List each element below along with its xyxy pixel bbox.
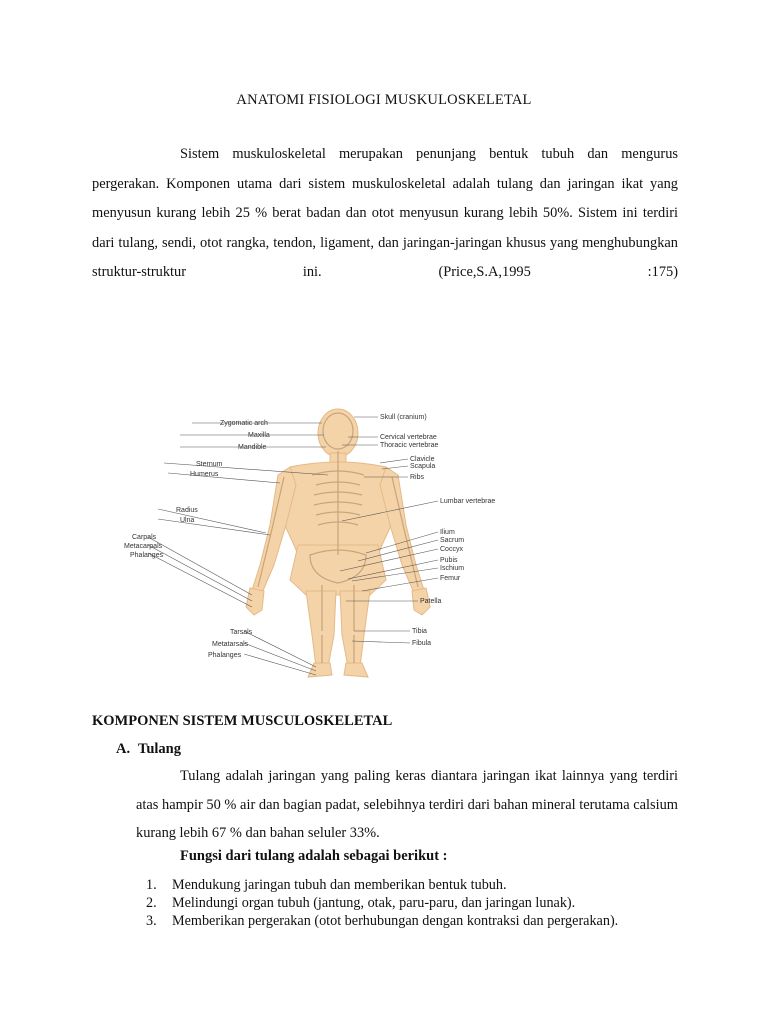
skeleton-figure — [120, 405, 550, 680]
label-sacrum: Sacrum — [440, 537, 465, 544]
label-coccyx: Coccyx — [440, 546, 463, 553]
list-number: 2. — [146, 895, 157, 911]
skeleton-illustration — [120, 405, 550, 680]
list-item — [146, 912, 706, 930]
label-phalanges-hand: Phalanges — [130, 552, 164, 559]
label-cervical-vertebrae: Cervical vertebrae — [380, 434, 437, 441]
label-thoracic-vertebrae: Thoracic vertebrae — [380, 442, 439, 449]
list-text: Melindungi organ tubuh (jantung, otak, paru-paru, dan jaringan lunak). — [172, 895, 576, 911]
list-number: 3. — [146, 913, 157, 929]
label-zygomatic-arch: Zygomatic arch — [220, 420, 268, 427]
label-scapula: Scapula — [410, 463, 436, 470]
document-title: ANATOMI FISIOLOGI MUSKULOSKELETAL — [236, 92, 532, 108]
list-item — [146, 894, 706, 912]
label-mandible: Mandible — [238, 444, 267, 451]
label-femur: Femur — [440, 575, 461, 582]
list-text: Mendukung jaringan tubuh dan memberikan bentuk tubuh. — [172, 877, 507, 893]
intro-text: Sistem muskuloskeletal merupakan penunjang bentuk tubuh dan mengurus pergerakan. Komponen utama dari sistem muskuloskeletal adalah tulang dan jaringan ikat yang menyusun kurang lebih 25 % berat badan dan otot menyusun kurang lebih 50%. Sistem ini terdiri dari tulang, sendi, otot rangka, tendon, ligament, dan jaringan-jaringan khusus yang menghubungkan struktur-struktur ini. (Price,S.A,1995 :175) — [92, 146, 678, 280]
label-maxilla: Maxilla — [248, 432, 270, 439]
label-ischium: Ischium — [440, 565, 465, 572]
label-skull: Skull (cranium) — [380, 414, 427, 421]
fungsi-list — [146, 876, 706, 930]
label-fibula: Fibula — [412, 640, 432, 647]
label-ilium: Ilium — [440, 529, 455, 536]
label-patella: Patella — [420, 598, 442, 605]
label-tarsals: Tarsals — [230, 629, 253, 636]
tulang-paragraph — [136, 762, 678, 848]
section-heading: KOMPONEN SISTEM MUSCULOSKELETAL — [92, 713, 393, 729]
label-metatarsals: Metatarsals — [212, 641, 249, 648]
list-text: Memberikan pergerakan (otot berhubungan dengan kontraksi dan pergerakan). — [172, 913, 619, 929]
subsection-heading — [116, 741, 181, 758]
subsection-title: Tulang — [138, 741, 181, 757]
list-item — [146, 876, 706, 894]
label-tibia: Tibia — [412, 628, 427, 635]
label-sternum: Sternum — [196, 461, 223, 468]
list-number: 1. — [146, 877, 157, 893]
intro-paragraph — [92, 140, 678, 288]
label-humerus: Humerus — [190, 471, 219, 478]
label-carpals: Carpals — [132, 534, 157, 541]
label-ribs: Ribs — [410, 474, 425, 481]
label-pubis: Pubis — [440, 557, 458, 564]
label-phalanges-foot: Phalanges — [208, 652, 242, 659]
tulang-text: Tulang adalah jaringan yang paling keras diantara jaringan ikat lainnya yang terdiri atas hampir 50 % air dan bagian padat, selebihnya terdiri dari bahan mineral terutama calsium kurang lebih 67 % dan bahan seluler 33%. — [136, 768, 678, 841]
label-radius: Radius — [176, 507, 198, 514]
label-clavicle: Clavicle — [410, 456, 435, 463]
label-ulna: Ulna — [180, 517, 195, 524]
fungsi-heading: Fungsi dari tulang adalah sebagai berikut : — [180, 848, 448, 864]
label-lumbar-vertebrae: Lumbar vertebrae — [440, 498, 496, 505]
subsection-number: A. — [116, 741, 131, 757]
label-metacarpals: Metacarpals — [124, 543, 163, 550]
